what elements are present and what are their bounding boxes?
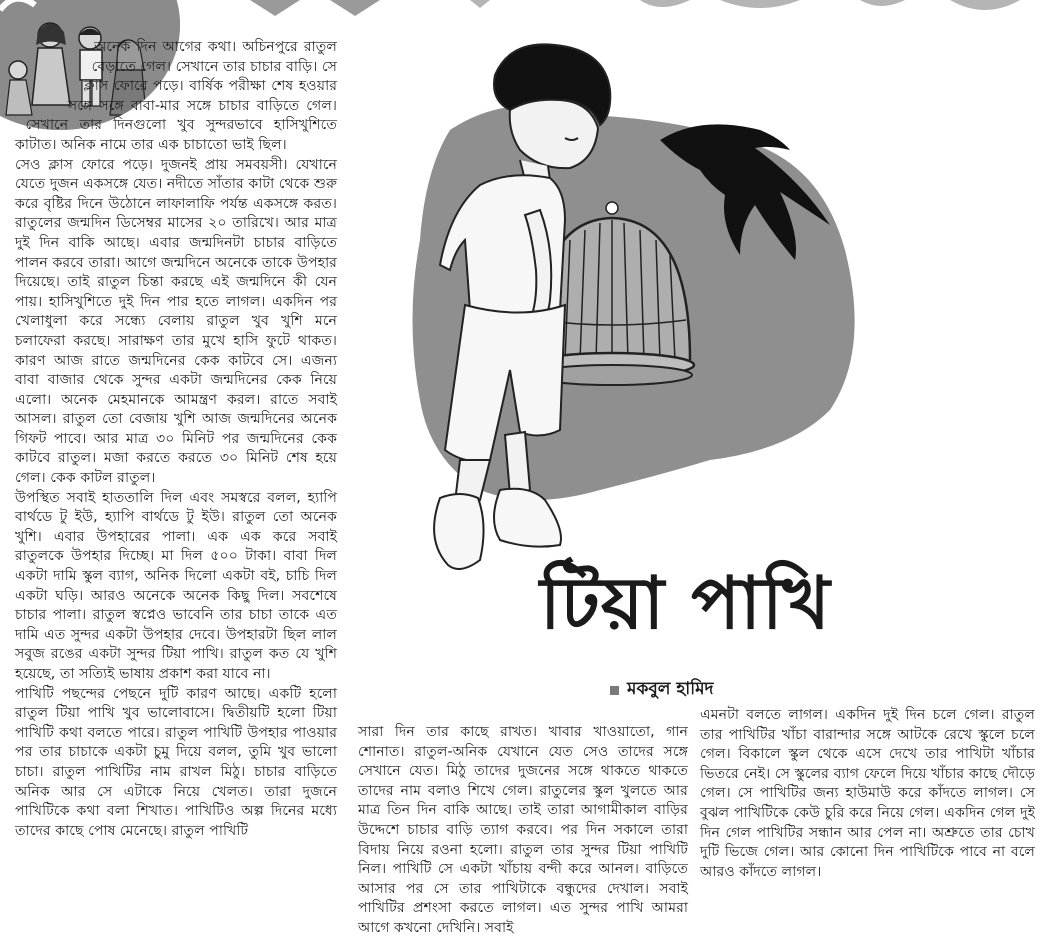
byline: [610, 678, 713, 702]
paragraph: উপস্থিত সবাই হাততালি দিল এবং সমস্বরে বলল, হ্যাপি বার্থডে টু ইউ, হ্যাপি বার্থডে টু ইউ। রাতুল তো অনেক খুশি। এবার উপহারের পালা। এক এক করে সবাই রাতুলকে উপহার দিচ্ছে। মা দিল ৫০০ টাকা। বাবা দিল একটা দামি স্কুল ব্যাগ, অনিক দিলো একটা বই, চাচি দিল একটা ঘড়ি। আরও অনেকে অনেক কিছু দিল। সবশেষে চাচার পালা। রাতুল স্বপ্নেও ভাবেনি তার চাচা তাকে এত দামি এত সুন্দর একটা উপহার দেবে। উপহারটা ছিল লাল সবুজ রঙের একটা সুন্দর টিয়া পাখি। রাতুল কত যে খুশি হয়েছে, তা সত্যিই ভাষায় প্রকাশ করা যাবে না।: [15, 489, 337, 682]
paragraph: এমনটা বলতে লাগল। একদিন দুই দিন চলে গেল। রাতুল তার পাখিটির খাঁচা বারান্দার সঙ্গে আটকে রেখে স্কুলে চলে গেল। বিকালে স্কুল থেকে এসে দেখে তার পাখিটা খাঁচার ভিতরে নেই। সে স্কুলের ব্যাগ ফেলে দিয়ে খাঁচার কাছে দৌড়ে গেল। সে পাখিটির জন্য হাউমাউ করে কাঁদতে লাগল। সে বুঝল পাখিটিকে কেউ চুরি করে নিয়ে গেল। একদিন গেল দুই দিন গেল পাখিটির সন্ধান আর পেল না। অশ্রুতে তার চোখ দুটি ভিজে গেল। আর কোনো দিন পাখিটিকে পাবে না বলে আরও কাঁদতে লাগল।: [700, 707, 1035, 880]
article-column-middle: [358, 723, 688, 939]
bullet-square-icon: [610, 686, 619, 695]
article-title: টিয়া পাখি: [540, 561, 831, 645]
author-name: মকবুল হামিদ: [627, 679, 714, 699]
article-column-left: [15, 38, 337, 841]
paragraph: পাখিটি পছন্দের পেছনে দুটি কারণ আছে। একটি হলো রাতুল টিয়া পাখি খুব ভালোবাসে। দ্বিতীয়টি হলো টিয়া পাখিটি কথা বলতে পারে। রাতুল পাখিটি উপহার পাওয়ার পর তার চাচাকে একটা চুমু দিয়ে বলল, তুমি খুব ভালো চাচা। রাতুল পাখিটির নাম রাখল মিঠু। চাচার বাড়িতে অনিক আর সে এটাকে নিয়ে খেলত। তারা দুজনে পাখিটিকে কথা বলা শিখাত। পাখিটিও অল্প দিনের মধ্যে তাদের কাছে পোষ মেনেছে। রাতুল পাখিটি: [15, 685, 337, 839]
paragraph: সারা দিন তার কাছে রাখত। খাবার খাওয়াতো, গান শোনাত। রাতুল-অনিক যেখানে যেত সেও তাদের সঙ্গে সেখানে যেত। মিঠু তাদের দুজনের সঙ্গে থাকতে থাকতে তাদের নাম বলাও শিখে গেল। রাতুলের স্কুল খুলতে আর মাত্র তিন দিন বাকি আছে। তাই তারা আগামীকাল বাড়ির উদ্দেশে চাচার বাড়ি ত্যাগ করবে। পর দিন সকালে তারা বিদায় নিয়ে রওনা হলো। রাতুল তার সুন্দর টিয়া পাখিটি নিল। পাখিটি সে একটা খাঁচায় বন্দী করে আনল। বাড়িতে আসার পর সে তার পাখিটাকে বন্ধুদের দেখাল। সবাই পাখিটির প্রশংসা করতে লাগল। এত সুন্দর পাখি আমরা আগে কখনো দেখিনি। সবাই: [358, 724, 688, 936]
article-column-right: [700, 706, 1035, 882]
paragraph: সেও ক্লাস ফোরে পড়ে। দুজনই প্রায় সমবয়সী। যেখানে যেতে দুজন একসঙ্গে যেত। নদীতে সাঁতার কাটা থেকে শুরু করে বৃষ্টির দিনে উঠোনে লাফালাফি পর্যন্ত একসঙ্গে করত। রাতুলের জন্মদিন ডিসেম্বর মাসের ২০ তারিখে। আর মাত্র দুই দিন বাকি আছে। এবার জন্মদিনটা চাচার বাড়িতে পালন করবে তারা। আগে জন্মদিনে অনেকে তাকে উপহার দিয়েছে। তাই রাতুল চিন্তা করছে এই জন্মদিনে কী যেন পায়। হাসিখুশিতে দুই দিন পার হতে লাগল। একদিন পর খেলাধুলা করে সন্ধ্যে বেলায় রাতুল খুব খুশি মনে চলাফেরা করছে। সারাক্ষণ তার মুখে হাসি ফুটে থাকত। কারণ আজ রাতে জন্মদিনের কেক কাটবে সে। এজন্য বাবা বাজার থেকে সুন্দর একটা জন্মদিনের কেক নিয়ে এলো। অনেক মেহমানকে আমন্ত্রণ করল। রাতে সবাই আসল। রাতুল তো বেজায় খুশি আজ জন্মদিনের অনেক গিফট পাবে। আর মাত্র ৩০ মিনিট পর জন্মদিনের কেক কাটবে রাতুল। মজা করতে করতে ৩০ মিনিট শেষ হয়ে গেল। কেক কাটল রাতুল।: [15, 156, 337, 487]
boy-with-empty-cage-illustration: [360, 20, 880, 580]
paragraph: অনেক দিন আগের কথা। অচিনপুরে রাতুল বেড়াতে গেল। সেখানে তার চাচার বাড়ি। সে ক্লাস ফোরে পড়ে। বার্ষিক পরীক্ষা শেষ হওয়ার সঙ্গে সঙ্গে বাবা-মার সঙ্গে চাচার বাড়িতে গেল। সেখানে তার দিনগুলো খুব সুন্দরভাবে হাসিখুশিতে কাটাত। অনিক নামে তার এক চাচাতো ভাই ছিল।: [15, 39, 337, 153]
